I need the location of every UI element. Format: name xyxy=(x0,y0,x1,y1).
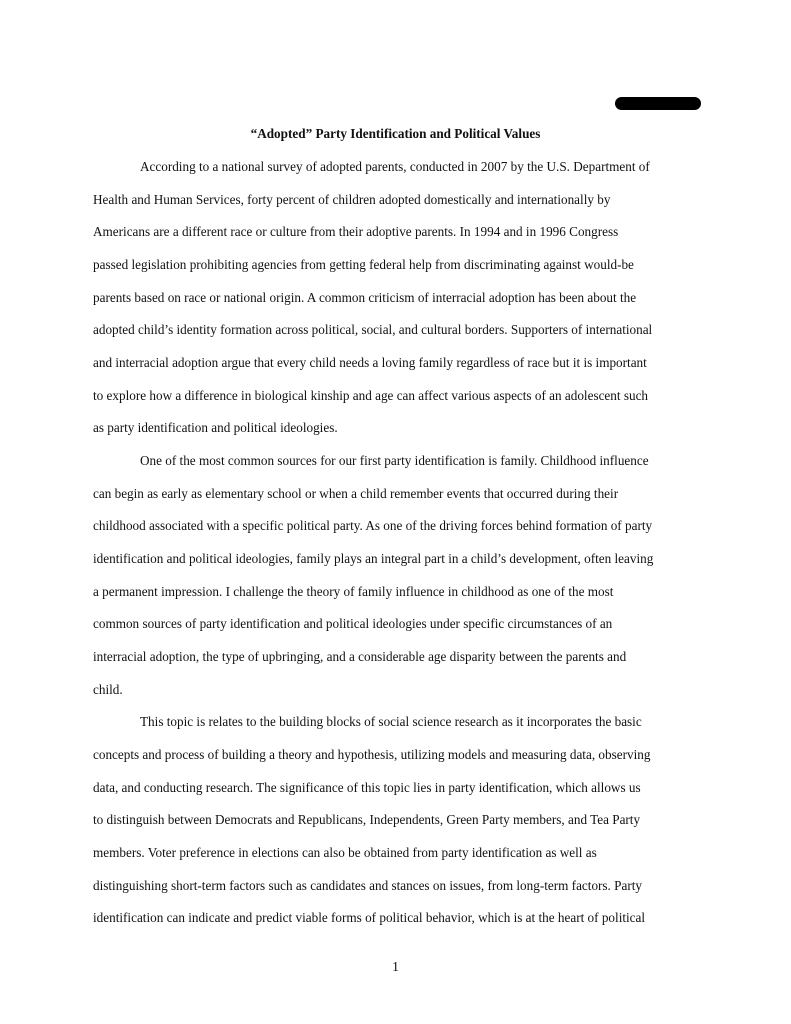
text-line: data, and conducting research. The significance of this topic lies in party identification, which allows us xyxy=(93,780,641,795)
text-line: to distinguish between Democrats and Republicans, Independents, Green Party members, and Tea Party xyxy=(93,812,641,827)
text-line: childhood associated with a specific political party. As one of the driving forces behind formation of party xyxy=(93,518,653,533)
text-line: a permanent impression. I challenge the theory of family influence in childhood as one of the most xyxy=(93,584,614,599)
text-line: adopted child’s identity formation across political, social, and cultural borders. Supporters of international xyxy=(93,322,653,337)
text-line: identification and political ideologies, family plays an integral part in a child’s development, often leaving xyxy=(93,551,654,566)
text-line: common sources of party identification and political ideologies under specific circumstances of an xyxy=(93,616,613,631)
text-line: parents based on race or national origin. A common criticism of interracial adoption has been about the xyxy=(93,290,637,305)
text-line: identification can indicate and predict viable forms of political behavior, which is at the heart of political xyxy=(93,910,646,925)
text-line: Americans are a different race or culture from their adoptive parents. In 1994 and in 1996 Congress xyxy=(93,224,619,239)
page-title: “Adopted” Party Identification and Political Values xyxy=(250,126,541,141)
text-line: to explore how a difference in biological kinship and age can affect various aspects of an adolescent such xyxy=(93,388,649,403)
text-line: members. Voter preference in elections can also be obtained from party identification as well as xyxy=(93,845,597,860)
text-line: concepts and process of building a theory and hypothesis, utilizing models and measuring data, observing xyxy=(93,747,651,762)
page-number: 1 xyxy=(392,960,399,975)
text-line: interracial adoption, the type of upbringing, and a considerable age disparity between the parents and xyxy=(93,649,627,664)
redaction-bar xyxy=(615,97,701,110)
text-line: can begin as early as elementary school or when a child remember events that occurred during their xyxy=(93,486,619,501)
text-line: This topic is relates to the building blocks of social science research as it incorporates the basic xyxy=(140,714,642,729)
text-line: child. xyxy=(93,682,123,697)
text-line: as party identification and political ideologies. xyxy=(93,420,338,435)
text-line: and interracial adoption argue that every child needs a loving family regardless of race but it is important xyxy=(93,355,647,370)
text-line: passed legislation prohibiting agencies from getting federal help from discriminating against would-be xyxy=(93,257,634,272)
text-line: According to a national survey of adopted parents, conducted in 2007 by the U.S. Department of xyxy=(140,159,650,174)
text-line: One of the most common sources for our first party identification is family. Childhood influence xyxy=(140,453,649,468)
text-line: Health and Human Services, forty percent of children adopted domestically and internationally by xyxy=(93,192,611,207)
text-line: distinguishing short-term factors such as candidates and stances on issues, from long-term factors. Party xyxy=(93,878,642,893)
